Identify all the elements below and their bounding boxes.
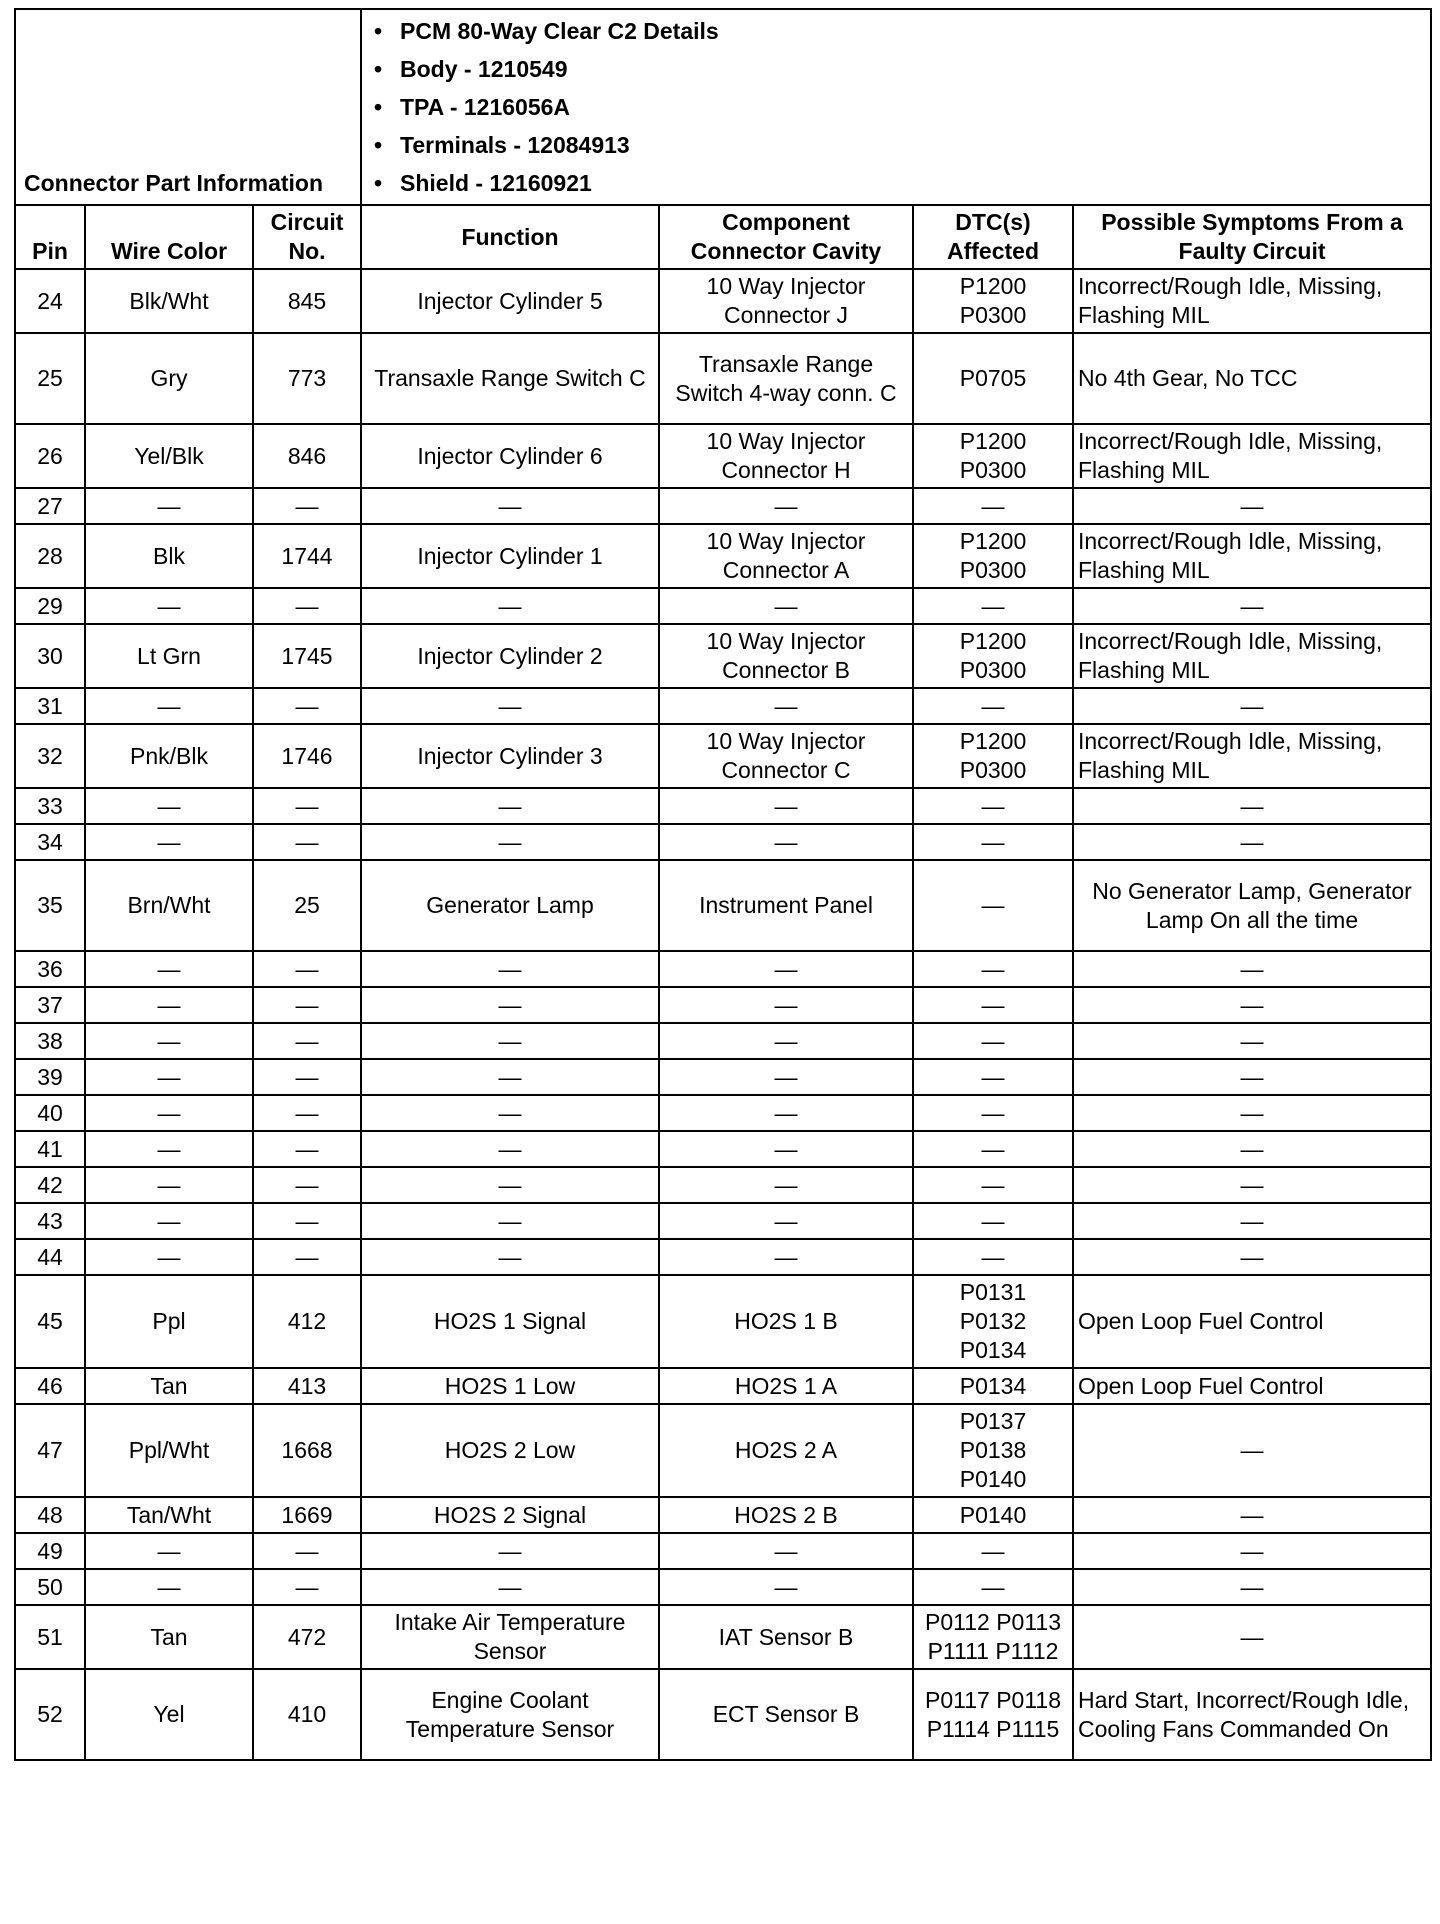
circuit-no-cell: — [253, 987, 361, 1023]
circuit-no-cell: — [253, 1239, 361, 1275]
dtc-cell [913, 488, 1073, 524]
connector-detail-item: • Body - 1210549 [400, 50, 1420, 88]
circuit-no-cell: 845 [253, 269, 361, 333]
circuit-no-cell: 1668 [253, 1404, 361, 1497]
pin-cell: 31 [15, 688, 85, 724]
table-row [15, 1239, 1431, 1275]
table-row [15, 588, 1431, 624]
wire-color-cell: — [85, 688, 253, 724]
table-row [15, 424, 1431, 488]
dtc-code: — [981, 955, 1005, 982]
symptom-cell: — [1073, 1533, 1431, 1569]
pin-cell: 48 [15, 1497, 85, 1533]
pin-cell: 43 [15, 1203, 85, 1239]
function-cell: Transaxle Range Switch C [361, 333, 659, 424]
table-row [15, 333, 1431, 424]
component-cavity-cell: 10 Way Injector Connector H [659, 424, 913, 488]
circuit-no-cell: — [253, 488, 361, 524]
dtc-cell [913, 788, 1073, 824]
circuit-no-cell: — [253, 1533, 361, 1569]
function-cell: — [361, 1059, 659, 1095]
pin-cell: 35 [15, 860, 85, 951]
dtc-code: P0117 P0118 [925, 1686, 1061, 1713]
dtc-cell [913, 1239, 1073, 1275]
table-row [15, 1131, 1431, 1167]
pin-cell: 42 [15, 1167, 85, 1203]
component-cavity-cell: — [659, 1023, 913, 1059]
dtc-cell [913, 688, 1073, 724]
symptom-cell: — [1073, 1239, 1431, 1275]
component-cavity-cell: — [659, 1533, 913, 1569]
wire-color-cell: — [85, 588, 253, 624]
wire-color-cell: — [85, 1023, 253, 1059]
circuit-no-cell: 1746 [253, 724, 361, 788]
pin-cell: 47 [15, 1404, 85, 1497]
function-cell: Injector Cylinder 2 [361, 624, 659, 688]
connector-part-information-label: Connector Part Information [15, 9, 361, 205]
wire-color-cell: — [85, 1167, 253, 1203]
wire-color-cell: — [85, 1239, 253, 1275]
pin-cell: 38 [15, 1023, 85, 1059]
dtc-code: P0300 [959, 757, 1027, 783]
dtc-cell [913, 524, 1073, 588]
symptom-cell: — [1073, 1023, 1431, 1059]
dtc-cell [913, 1275, 1073, 1368]
wire-color-cell: Tan [85, 1368, 253, 1404]
component-cavity-cell: HO2S 2 A [659, 1404, 913, 1497]
function-cell: Injector Cylinder 5 [361, 269, 659, 333]
symptom-cell: — [1073, 1131, 1431, 1167]
header-wire-color: Wire Color [85, 205, 253, 269]
function-cell: HO2S 1 Signal [361, 1275, 659, 1368]
component-cavity-cell: — [659, 688, 913, 724]
header-circuit-no: Circuit No. [253, 205, 361, 269]
wire-color-cell: Gry [85, 333, 253, 424]
pin-cell: 26 [15, 424, 85, 488]
pin-cell: 28 [15, 524, 85, 588]
dtc-cell [913, 987, 1073, 1023]
wire-color-cell: — [85, 1569, 253, 1605]
dtc-code: — [981, 692, 1005, 719]
component-cavity-cell: Transaxle Range Switch 4-way conn. C [659, 333, 913, 424]
component-cavity-cell: — [659, 824, 913, 860]
component-cavity-cell: 10 Way Injector Connector C [659, 724, 913, 788]
dtc-code: P0300 [959, 302, 1027, 328]
pin-cell: 45 [15, 1275, 85, 1368]
dtc-code: P1200 [959, 628, 1027, 654]
symptom-cell: — [1073, 488, 1431, 524]
header-component-connector-cavity: Component Connector Cavity [659, 205, 913, 269]
dtc-code: P0140 [959, 1501, 1027, 1528]
pin-cell: 39 [15, 1059, 85, 1095]
table-row [15, 951, 1431, 987]
wire-color-cell: — [85, 824, 253, 860]
table-row [15, 269, 1431, 333]
symptom-cell: — [1073, 1404, 1431, 1497]
dtc-cell [913, 1131, 1073, 1167]
circuit-no-cell: — [253, 824, 361, 860]
wire-color-cell: Ppl [85, 1275, 253, 1368]
dtc-code: — [981, 592, 1005, 619]
wire-color-cell: — [85, 1059, 253, 1095]
connector-pinout-document [14, 8, 1430, 1761]
symptom-cell: — [1073, 1095, 1431, 1131]
pin-cell: 49 [15, 1533, 85, 1569]
table-row [15, 624, 1431, 688]
pin-cell: 33 [15, 788, 85, 824]
function-cell: Intake Air Temperature Sensor [361, 1605, 659, 1669]
component-cavity-cell: HO2S 1 B [659, 1275, 913, 1368]
wire-color-cell: Blk/Wht [85, 269, 253, 333]
dtc-code: P0112 P0113 [925, 1609, 1061, 1635]
header-function: Function [361, 205, 659, 269]
dtc-cell [913, 1569, 1073, 1605]
component-cavity-cell: — [659, 987, 913, 1023]
pin-cell: 36 [15, 951, 85, 987]
dtc-code: P1114 P1115 [926, 1715, 1060, 1742]
dtc-code: P0134 [959, 1337, 1027, 1363]
pin-cell: 51 [15, 1605, 85, 1669]
dtc-code: P0138 [959, 1437, 1027, 1463]
function-cell: Generator Lamp [361, 860, 659, 951]
symptom-cell: Open Loop Fuel Control [1073, 1275, 1431, 1368]
symptom-cell: — [1073, 588, 1431, 624]
wire-color-cell: — [85, 1533, 253, 1569]
dtc-code: P1111 P1112 [927, 1638, 1059, 1664]
function-cell: — [361, 824, 659, 860]
dtc-cell [913, 1023, 1073, 1059]
dtc-code: P1200 [959, 728, 1027, 754]
circuit-no-cell: 1745 [253, 624, 361, 688]
dtc-cell [913, 724, 1073, 788]
dtc-cell [913, 1404, 1073, 1497]
table-row [15, 788, 1431, 824]
component-cavity-cell: — [659, 1095, 913, 1131]
circuit-no-cell: 25 [253, 860, 361, 951]
function-cell: Injector Cylinder 6 [361, 424, 659, 488]
table-row [15, 1095, 1431, 1131]
symptom-cell: No Generator Lamp, Generator Lamp On all the time [1073, 860, 1431, 951]
dtc-code: — [981, 991, 1005, 1018]
table-row [15, 1167, 1431, 1203]
pin-cell: 25 [15, 333, 85, 424]
dtc-code: — [981, 1171, 1005, 1198]
table-row [15, 1023, 1431, 1059]
pin-cell: 46 [15, 1368, 85, 1404]
dtc-cell [913, 1059, 1073, 1095]
circuit-no-cell: — [253, 1023, 361, 1059]
dtc-code: — [981, 1537, 1005, 1564]
dtc-code: P0300 [959, 557, 1027, 583]
component-cavity-cell: 10 Way Injector Connector B [659, 624, 913, 688]
function-cell: — [361, 1239, 659, 1275]
pin-cell: 27 [15, 488, 85, 524]
component-cavity-cell: Instrument Panel [659, 860, 913, 951]
dtc-cell [913, 1669, 1073, 1760]
pin-cell: 29 [15, 588, 85, 624]
table-row [15, 488, 1431, 524]
wire-color-cell: Ppl/Wht [85, 1404, 253, 1497]
table-row [15, 1605, 1431, 1669]
component-cavity-cell: IAT Sensor B [659, 1605, 913, 1669]
symptom-cell: — [1073, 1497, 1431, 1533]
connector-detail-item: • Shield - 12160921 [400, 164, 1420, 202]
dtc-code: — [981, 1135, 1005, 1162]
header-pin: Pin [15, 205, 85, 269]
table-row [15, 860, 1431, 951]
table-row [15, 1203, 1431, 1239]
component-cavity-cell: 10 Way Injector Connector A [659, 524, 913, 588]
function-cell: HO2S 2 Low [361, 1404, 659, 1497]
dtc-cell [913, 824, 1073, 860]
symptom-cell: — [1073, 788, 1431, 824]
wire-color-cell: Tan/Wht [85, 1497, 253, 1533]
function-cell: Injector Cylinder 3 [361, 724, 659, 788]
circuit-no-cell: 773 [253, 333, 361, 424]
dtc-code: P0137 [959, 1408, 1027, 1434]
dtc-code: P0131 [959, 1279, 1027, 1305]
function-cell: — [361, 987, 659, 1023]
component-cavity-cell: — [659, 788, 913, 824]
dtc-cell [913, 333, 1073, 424]
table-row [15, 524, 1431, 588]
table-row [15, 1533, 1431, 1569]
dtc-cell [913, 588, 1073, 624]
wire-color-cell: — [85, 488, 253, 524]
circuit-no-cell: — [253, 951, 361, 987]
wire-color-cell: Pnk/Blk [85, 724, 253, 788]
component-cavity-cell: — [659, 1569, 913, 1605]
circuit-no-cell: — [253, 1203, 361, 1239]
function-cell: — [361, 688, 659, 724]
wire-color-cell: Yel [85, 1669, 253, 1760]
circuit-no-cell: — [253, 1095, 361, 1131]
function-cell: — [361, 1095, 659, 1131]
symptom-cell: — [1073, 1569, 1431, 1605]
dtc-code: — [981, 892, 1005, 918]
table-row [15, 724, 1431, 788]
component-cavity-cell: — [659, 1059, 913, 1095]
dtc-code: — [981, 1243, 1005, 1270]
function-cell: — [361, 1023, 659, 1059]
table-row [15, 688, 1431, 724]
circuit-no-cell: — [253, 588, 361, 624]
component-cavity-cell: 10 Way Injector Connector J [659, 269, 913, 333]
pin-cell: 44 [15, 1239, 85, 1275]
circuit-no-cell: — [253, 788, 361, 824]
wire-color-cell: — [85, 987, 253, 1023]
table-row [15, 1669, 1431, 1760]
dtc-code: — [981, 492, 1005, 519]
pin-cell: 30 [15, 624, 85, 688]
dtc-cell [913, 1497, 1073, 1533]
wire-color-cell: — [85, 1203, 253, 1239]
symptom-cell: Incorrect/Rough Idle, Missing, Flashing MIL [1073, 424, 1431, 488]
component-cavity-cell: — [659, 488, 913, 524]
table-row [15, 987, 1431, 1023]
circuit-no-cell: — [253, 1569, 361, 1605]
pin-cell: 34 [15, 824, 85, 860]
wire-color-cell: Yel/Blk [85, 424, 253, 488]
component-cavity-cell: HO2S 1 A [659, 1368, 913, 1404]
pin-cell: 40 [15, 1095, 85, 1131]
table-row [15, 1569, 1431, 1605]
symptom-cell: — [1073, 1059, 1431, 1095]
header-possible-symptoms: Possible Symptoms From a Faulty Circuit [1073, 205, 1431, 269]
table-row [15, 824, 1431, 860]
function-cell: — [361, 1533, 659, 1569]
dtc-code: P1200 [959, 528, 1027, 554]
pin-cell: 50 [15, 1569, 85, 1605]
function-cell: — [361, 588, 659, 624]
function-cell: HO2S 2 Signal [361, 1497, 659, 1533]
pin-cell: 32 [15, 724, 85, 788]
symptom-cell: Incorrect/Rough Idle, Missing, Flashing MIL [1073, 624, 1431, 688]
dtc-code: — [981, 1063, 1005, 1090]
dtc-cell [913, 424, 1073, 488]
table-row [15, 1404, 1431, 1497]
component-cavity-cell: ECT Sensor B [659, 1669, 913, 1760]
function-cell: — [361, 1203, 659, 1239]
symptom-cell: — [1073, 951, 1431, 987]
function-cell: Engine Coolant Temperature Sensor [361, 1669, 659, 1760]
dtc-code: — [981, 1207, 1005, 1234]
function-cell: — [361, 951, 659, 987]
component-cavity-cell: — [659, 951, 913, 987]
pin-cell: 24 [15, 269, 85, 333]
dtc-cell [913, 1605, 1073, 1669]
circuit-no-cell: 1669 [253, 1497, 361, 1533]
table-row [15, 1275, 1431, 1368]
symptom-cell: Open Loop Fuel Control [1073, 1368, 1431, 1404]
function-cell: — [361, 1167, 659, 1203]
component-cavity-cell: — [659, 1239, 913, 1275]
symptom-cell: — [1073, 1605, 1431, 1669]
connector-detail-item: • Terminals - 12084913 [400, 126, 1420, 164]
component-cavity-cell: HO2S 2 B [659, 1497, 913, 1533]
dtc-cell [913, 269, 1073, 333]
circuit-no-cell: — [253, 1167, 361, 1203]
connector-info-row [15, 9, 1431, 205]
connector-details-list [372, 12, 1420, 202]
symptom-cell: Incorrect/Rough Idle, Missing, Flashing MIL [1073, 724, 1431, 788]
wire-color-cell: Lt Grn [85, 624, 253, 688]
function-cell: — [361, 1569, 659, 1605]
circuit-no-cell: — [253, 688, 361, 724]
symptom-cell: — [1073, 1203, 1431, 1239]
dtc-cell [913, 624, 1073, 688]
wire-color-cell: — [85, 1095, 253, 1131]
dtc-code: — [981, 1027, 1005, 1054]
dtc-code: — [981, 792, 1005, 819]
wire-color-cell: Tan [85, 1605, 253, 1669]
function-cell: — [361, 488, 659, 524]
circuit-no-cell: 410 [253, 1669, 361, 1760]
symptom-cell: — [1073, 824, 1431, 860]
dtc-cell [913, 1167, 1073, 1203]
wire-color-cell: Blk [85, 524, 253, 588]
table-row [15, 1368, 1431, 1404]
wire-color-cell: — [85, 1131, 253, 1167]
circuit-no-cell: 412 [253, 1275, 361, 1368]
dtc-cell [913, 1533, 1073, 1569]
dtc-cell [913, 951, 1073, 987]
function-cell: — [361, 1131, 659, 1167]
symptom-cell: Incorrect/Rough Idle, Missing, Flashing MIL [1073, 269, 1431, 333]
function-cell: Injector Cylinder 1 [361, 524, 659, 588]
symptom-cell: — [1073, 987, 1431, 1023]
wire-color-cell: — [85, 951, 253, 987]
dtc-code: — [981, 828, 1005, 855]
component-cavity-cell: — [659, 1131, 913, 1167]
dtc-code: P0134 [959, 1372, 1027, 1399]
circuit-no-cell: 413 [253, 1368, 361, 1404]
wire-color-cell: Brn/Wht [85, 860, 253, 951]
pin-cell: 52 [15, 1669, 85, 1760]
table-row [15, 1497, 1431, 1533]
column-header-row [15, 205, 1431, 269]
dtc-code: P0705 [959, 365, 1027, 391]
symptom-cell: Incorrect/Rough Idle, Missing, Flashing MIL [1073, 524, 1431, 588]
dtc-cell [913, 1368, 1073, 1404]
component-cavity-cell: — [659, 1167, 913, 1203]
pin-cell: 41 [15, 1131, 85, 1167]
dtc-cell [913, 860, 1073, 951]
header-dtc-affected: DTC(s) Affected [913, 205, 1073, 269]
component-cavity-cell: — [659, 1203, 913, 1239]
table-row [15, 1059, 1431, 1095]
dtc-cell [913, 1203, 1073, 1239]
function-cell: — [361, 788, 659, 824]
circuit-no-cell: — [253, 1131, 361, 1167]
connector-detail-item: • PCM 80-Way Clear C2 Details [400, 12, 1420, 50]
dtc-code: P0140 [959, 1466, 1027, 1492]
pinout-table [14, 8, 1432, 1761]
component-cavity-cell: — [659, 588, 913, 624]
connector-detail-item: • TPA - 1216056A [400, 88, 1420, 126]
circuit-no-cell: 472 [253, 1605, 361, 1669]
dtc-cell [913, 1095, 1073, 1131]
dtc-code: P1200 [959, 273, 1027, 299]
circuit-no-cell: 846 [253, 424, 361, 488]
circuit-no-cell: — [253, 1059, 361, 1095]
symptom-cell: — [1073, 1167, 1431, 1203]
dtc-code: — [981, 1099, 1005, 1126]
symptom-cell: — [1073, 688, 1431, 724]
wire-color-cell: — [85, 788, 253, 824]
dtc-code: P0132 [959, 1308, 1027, 1334]
circuit-no-cell: 1744 [253, 524, 361, 588]
symptom-cell: Hard Start, Incorrect/Rough Idle, Cooling Fans Commanded On [1073, 1669, 1431, 1760]
dtc-code: — [981, 1573, 1005, 1600]
dtc-code: P1200 [959, 428, 1027, 454]
symptom-cell: No 4th Gear, No TCC [1073, 333, 1431, 424]
connector-details [361, 9, 1431, 205]
pin-cell: 37 [15, 987, 85, 1023]
function-cell: HO2S 1 Low [361, 1368, 659, 1404]
dtc-code: P0300 [959, 457, 1027, 483]
dtc-code: P0300 [959, 657, 1027, 683]
